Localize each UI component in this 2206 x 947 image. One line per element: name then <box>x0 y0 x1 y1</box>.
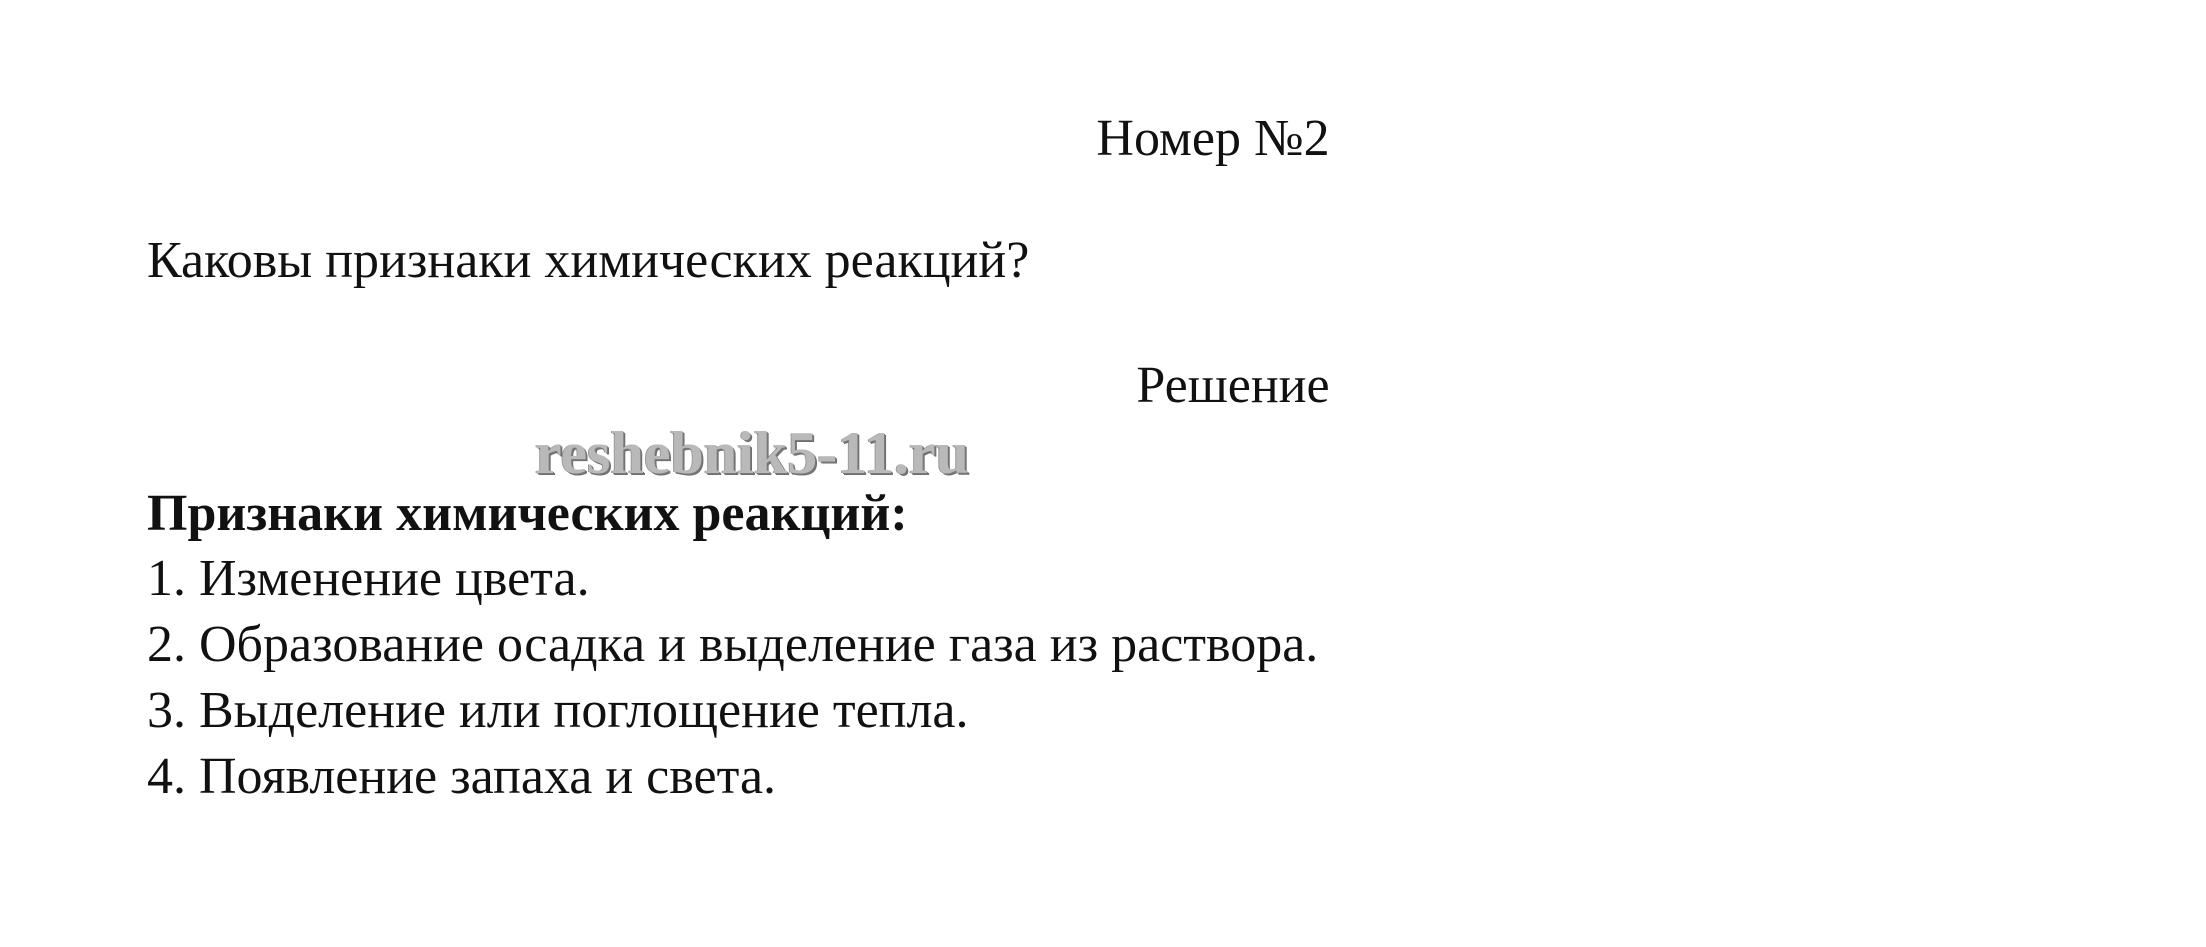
solution-heading: Решение <box>1136 357 1330 414</box>
watermark-text: reshebnik5-11.ru <box>535 420 969 486</box>
question-text: Каковы признаки химических реакций? <box>147 232 1030 289</box>
list-item: 1. Изменение цвета. <box>147 550 590 607</box>
list-item: 2. Образование осадка и выделение газа из раствора. <box>147 616 1319 673</box>
list-item: 3. Выделение или поглощение тепла. <box>147 682 969 739</box>
problem-title: Номер №2 <box>1096 110 1330 167</box>
answer-heading: Признаки химических реакций: <box>147 485 908 542</box>
list-item: 4. Появление запаха и света. <box>147 748 777 805</box>
